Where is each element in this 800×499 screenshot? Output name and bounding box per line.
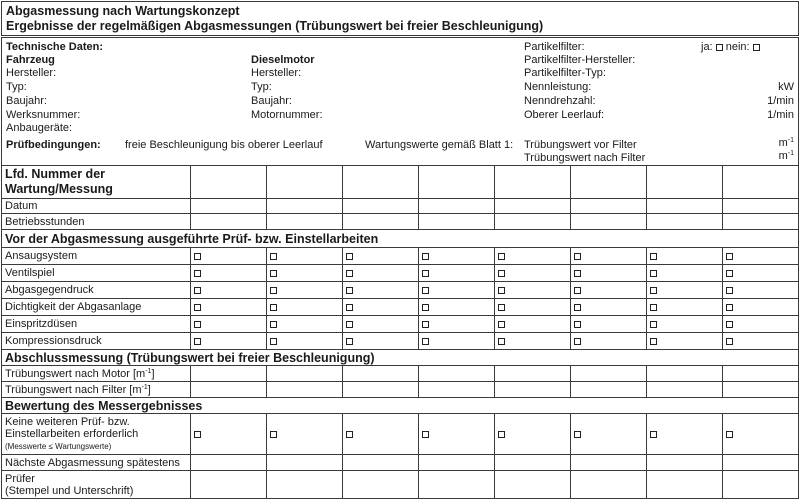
entry-cell[interactable]	[191, 455, 267, 471]
entry-cell[interactable]	[647, 282, 723, 299]
entry-cell[interactable]	[343, 471, 419, 499]
entry-cell[interactable]	[267, 282, 343, 299]
checkbox[interactable]	[422, 304, 429, 311]
technical-data-section	[1, 37, 799, 166]
entry-cell[interactable]	[571, 199, 647, 214]
entry-cell[interactable]	[267, 248, 343, 265]
operating-hours-row	[2, 214, 799, 230]
row-number-label: Lfd. Nummer der Wartung/Messung	[2, 166, 191, 199]
rated-speed-unit: 1/min	[767, 95, 794, 107]
entry-cell[interactable]	[343, 214, 419, 230]
next-measurement-label: Nächste Abgasmessung spätestens	[2, 455, 191, 471]
entry-cell[interactable]	[723, 248, 799, 265]
entry-cell[interactable]	[571, 316, 647, 333]
rated-speed-label[interactable]: Nenndrehzahl:	[524, 95, 596, 107]
checkbox[interactable]	[574, 338, 581, 345]
checkbox[interactable]	[498, 321, 505, 328]
entry-cell[interactable]	[495, 282, 571, 299]
entry-cell[interactable]	[495, 366, 571, 382]
checkbox[interactable]	[346, 338, 353, 345]
entry-cell[interactable]	[419, 382, 495, 398]
engine-type-label[interactable]: Typ:	[251, 81, 272, 93]
checkbox[interactable]	[346, 287, 353, 294]
checkbox[interactable]	[270, 321, 277, 328]
checkbox[interactable]	[270, 287, 277, 294]
entry-cell[interactable]	[723, 299, 799, 316]
checkbox[interactable]	[422, 253, 429, 260]
entry-cell[interactable]	[419, 316, 495, 333]
entry-cell[interactable]	[419, 333, 495, 350]
entry-cell[interactable]	[191, 414, 267, 455]
particle-filter-label: Partikelfilter:	[524, 41, 585, 53]
entry-cell[interactable]	[267, 366, 343, 382]
entry-cell[interactable]	[191, 166, 267, 199]
checkbox[interactable]	[194, 287, 201, 294]
page-title: Abgasmessung nach Wartungskonzept	[6, 4, 240, 18]
entry-cell[interactable]	[571, 299, 647, 316]
checkbox[interactable]	[726, 321, 733, 328]
entry-cell[interactable]	[419, 248, 495, 265]
rated-power-label[interactable]: Nennleistung:	[524, 81, 592, 93]
entry-cell[interactable]	[495, 166, 571, 199]
entry-cell[interactable]	[191, 299, 267, 316]
entry-cell[interactable]	[647, 214, 723, 230]
entry-cell[interactable]	[495, 214, 571, 230]
entry-cell[interactable]	[495, 248, 571, 265]
entry-cell[interactable]	[191, 214, 267, 230]
opacity-motor-label: Trübungswert nach Motor $[m^{-1}]$	[2, 366, 191, 382]
entry-cell[interactable]	[343, 299, 419, 316]
checkbox[interactable]	[726, 253, 733, 260]
checkbox[interactable]	[346, 253, 353, 260]
test-conditions-label: Prüfbedingungen:	[6, 139, 101, 151]
checkbox[interactable]	[498, 287, 505, 294]
entry-cell[interactable]	[191, 471, 267, 499]
entry-cell[interactable]	[495, 471, 571, 499]
entry-cell[interactable]	[191, 265, 267, 282]
entry-cell[interactable]	[495, 199, 571, 214]
checkbox[interactable]	[650, 253, 657, 260]
inspector-label: Prüfer (Stempel und Unterschrift)	[2, 471, 191, 499]
entry-cell[interactable]	[419, 299, 495, 316]
entry-cell[interactable]	[343, 382, 419, 398]
upper-idle-unit: 1/min	[767, 109, 794, 121]
checkbox[interactable]	[574, 431, 581, 438]
checks-section-heading: Vor der Abgasmessung ausgeführte Prüf- bzw. Einstellarbeiten	[2, 230, 799, 248]
checkbox[interactable]	[650, 287, 657, 294]
entry-cell[interactable]	[647, 316, 723, 333]
checkbox[interactable]	[270, 270, 277, 277]
entry-cell[interactable]	[571, 414, 647, 455]
entry-cell[interactable]	[267, 199, 343, 214]
no-further-work-row	[2, 414, 799, 455]
check-item-label: Ventilspiel	[2, 265, 191, 282]
entry-cell[interactable]	[267, 414, 343, 455]
checkbox[interactable]	[194, 270, 201, 277]
checkbox[interactable]	[422, 270, 429, 277]
checkbox[interactable]	[422, 431, 429, 438]
entry-cell[interactable]	[343, 333, 419, 350]
final-measurement-section	[2, 350, 799, 366]
technical-data-heading: Technische Daten:	[6, 41, 103, 53]
entry-cell[interactable]	[571, 265, 647, 282]
opacity-filter-label: Trübungswert nach Filter $[m^{-1}]$	[2, 382, 191, 398]
entry-cell[interactable]	[419, 199, 495, 214]
engine-year-label[interactable]: Baujahr:	[251, 95, 292, 107]
checkbox[interactable]	[270, 431, 277, 438]
entry-cell[interactable]	[419, 366, 495, 382]
checkbox[interactable]	[270, 253, 277, 260]
entry-cell[interactable]	[343, 265, 419, 282]
entry-cell[interactable]	[267, 265, 343, 282]
entry-cell[interactable]	[647, 382, 723, 398]
entry-cell[interactable]	[571, 166, 647, 199]
evaluation-section	[2, 398, 799, 414]
engine-heading: Dieselmotor	[251, 54, 315, 66]
entry-cell[interactable]	[267, 333, 343, 350]
upper-idle-label[interactable]: Oberer Leerlauf:	[524, 109, 605, 121]
no-further-work-label: Keine weiteren Prüf- bzw. Einstellarbeiten erforderlich (Messwerte ≤ Wartungswerte)	[2, 414, 191, 455]
entry-cell[interactable]	[571, 282, 647, 299]
entry-cell[interactable]	[723, 382, 799, 398]
check-row	[2, 282, 799, 299]
entry-cell[interactable]	[647, 471, 723, 499]
checkbox[interactable]	[650, 270, 657, 277]
checkbox[interactable]	[194, 321, 201, 328]
entry-cell[interactable]	[571, 382, 647, 398]
entry-cell[interactable]	[495, 333, 571, 350]
date-label: Datum	[2, 199, 191, 214]
particle-filter-choice	[701, 41, 760, 54]
entry-cell[interactable]	[647, 414, 723, 455]
next-measurement-row	[2, 455, 799, 471]
checkbox[interactable]	[498, 304, 505, 311]
checkbox[interactable]	[498, 338, 505, 345]
checkbox[interactable]	[726, 431, 733, 438]
checkbox[interactable]	[726, 304, 733, 311]
entry-cell[interactable]	[191, 199, 267, 214]
check-row	[2, 248, 799, 265]
yes-label: ja:	[701, 41, 713, 53]
page-subtitle: Ergebnisse der regelmäßigen Abgasmessungen (Trübungswert bei freier Beschleunigung)	[6, 19, 544, 33]
entry-cell[interactable]	[343, 166, 419, 199]
entry-cell[interactable]	[343, 366, 419, 382]
checkbox[interactable]	[270, 304, 277, 311]
check-row	[2, 265, 799, 282]
entry-cell[interactable]	[343, 316, 419, 333]
date-row	[2, 199, 799, 214]
entry-cell[interactable]	[191, 366, 267, 382]
no-label: nein:	[725, 41, 750, 53]
checkbox[interactable]	[574, 321, 581, 328]
entry-cell[interactable]	[571, 366, 647, 382]
entry-cell[interactable]	[723, 166, 799, 199]
entry-cell[interactable]	[723, 282, 799, 299]
row-number-row	[2, 166, 799, 199]
checkbox[interactable]	[650, 431, 657, 438]
entry-cell[interactable]	[571, 455, 647, 471]
entry-cell[interactable]	[343, 282, 419, 299]
entry-cell[interactable]	[647, 455, 723, 471]
checkbox[interactable]	[498, 431, 505, 438]
entry-cell[interactable]	[343, 414, 419, 455]
entry-cell[interactable]	[647, 166, 723, 199]
measurement-table	[1, 165, 799, 499]
check-item-label: Einspritzdüsen	[2, 316, 191, 333]
vehicle-heading: Fahrzeug	[6, 54, 55, 66]
entry-cell[interactable]	[571, 248, 647, 265]
entry-cell[interactable]	[343, 248, 419, 265]
entry-cell[interactable]	[495, 299, 571, 316]
entry-cell[interactable]	[723, 414, 799, 455]
entry-cell[interactable]	[495, 382, 571, 398]
entry-cell[interactable]	[723, 199, 799, 214]
entry-cell[interactable]	[419, 166, 495, 199]
entry-cell[interactable]	[419, 471, 495, 499]
entry-cell[interactable]	[343, 455, 419, 471]
engine-manufacturer-label[interactable]: Hersteller:	[251, 67, 302, 79]
checkbox[interactable]	[194, 338, 201, 345]
entry-cell[interactable]	[647, 333, 723, 350]
entry-cell[interactable]	[723, 316, 799, 333]
entry-cell[interactable]	[267, 471, 343, 499]
entry-cell[interactable]	[343, 199, 419, 214]
entry-cell[interactable]	[267, 316, 343, 333]
inspector-row	[2, 471, 799, 499]
vehicle-attachments-label[interactable]: Anbaugeräte:	[6, 122, 73, 134]
entry-cell[interactable]	[419, 265, 495, 282]
entry-cell[interactable]	[723, 333, 799, 350]
rated-power-unit: kW	[778, 81, 794, 93]
check-item-label: Abgasgegendruck	[2, 282, 191, 299]
evaluation-section-heading: Bewertung des Messergebnisses	[2, 398, 799, 414]
entry-cell[interactable]	[647, 265, 723, 282]
entry-cell[interactable]	[191, 333, 267, 350]
entry-cell[interactable]	[495, 316, 571, 333]
entry-cell[interactable]	[571, 214, 647, 230]
checkbox[interactable]	[650, 321, 657, 328]
entry-cell[interactable]	[495, 414, 571, 455]
entry-cell[interactable]	[495, 455, 571, 471]
filter-manufacturer-label[interactable]: Partikelfilter-Hersteller:	[524, 54, 636, 66]
checkbox[interactable]	[422, 338, 429, 345]
entry-cell[interactable]	[191, 248, 267, 265]
filter-type-label[interactable]: Partikelfilter-Typ:	[524, 67, 606, 79]
checkbox[interactable]	[346, 321, 353, 328]
entry-cell[interactable]	[419, 214, 495, 230]
entry-cell[interactable]	[419, 455, 495, 471]
entry-cell[interactable]	[647, 248, 723, 265]
entry-cell[interactable]	[647, 199, 723, 214]
entry-cell[interactable]	[495, 265, 571, 282]
entry-cell[interactable]	[723, 265, 799, 282]
checkbox[interactable]	[270, 338, 277, 345]
entry-cell[interactable]	[191, 316, 267, 333]
entry-cell[interactable]	[419, 414, 495, 455]
vehicle-year-label[interactable]: Baujahr:	[6, 95, 47, 107]
operating-hours-label: Betriebsstunden	[2, 214, 191, 230]
checkbox[interactable]	[498, 253, 505, 260]
checkbox[interactable]	[346, 304, 353, 311]
checkbox[interactable]	[422, 321, 429, 328]
entry-cell[interactable]	[723, 471, 799, 499]
header-box	[1, 1, 799, 36]
opacity-after-filter-label[interactable]: Trübungswert nach Filter	[524, 152, 646, 164]
checkbox[interactable]	[422, 287, 429, 294]
check-item-label: Ansaugsystem	[2, 248, 191, 265]
checkbox[interactable]	[574, 270, 581, 277]
check-item-label: Kompressionsdruck	[2, 333, 191, 350]
entry-cell[interactable]	[723, 214, 799, 230]
checkbox[interactable]	[346, 270, 353, 277]
entry-cell[interactable]	[267, 455, 343, 471]
maintenance-values-label: Wartungswerte gemäß Blatt 1:	[365, 139, 514, 151]
checkbox[interactable]	[498, 270, 505, 277]
entry-cell[interactable]	[647, 299, 723, 316]
check-row	[2, 316, 799, 333]
entry-cell[interactable]	[419, 282, 495, 299]
final-measurement-section-heading: Abschlussmessung (Trübungswert bei freier Beschleunigung)	[2, 350, 799, 366]
no-checkbox[interactable]	[753, 44, 760, 51]
check-item-label: Dichtigkeit der Abgasanlage	[2, 299, 191, 316]
checkbox[interactable]	[194, 304, 201, 311]
checkbox[interactable]	[726, 338, 733, 345]
opacity-after-filter-unit: $m^{-1}$	[778, 150, 794, 162]
entry-cell[interactable]	[267, 299, 343, 316]
checkbox[interactable]	[650, 338, 657, 345]
vehicle-manufacturer-label[interactable]: Hersteller:	[6, 67, 57, 79]
entry-cell[interactable]	[723, 455, 799, 471]
engine-number-label[interactable]: Motornummer:	[251, 109, 323, 121]
entry-cell[interactable]	[571, 333, 647, 350]
checkbox[interactable]	[574, 304, 581, 311]
entry-cell[interactable]	[723, 366, 799, 382]
vehicle-type-label[interactable]: Typ:	[6, 81, 27, 93]
entry-cell[interactable]	[191, 382, 267, 398]
checkbox[interactable]	[650, 304, 657, 311]
checkbox[interactable]	[346, 431, 353, 438]
test-conditions-value: freie Beschleunigung bis oberer Leerlauf	[125, 139, 323, 151]
check-row	[2, 333, 799, 350]
checkbox[interactable]	[726, 270, 733, 277]
checkbox[interactable]	[574, 253, 581, 260]
entry-cell[interactable]	[267, 382, 343, 398]
checkbox[interactable]	[726, 287, 733, 294]
opacity-filter-row	[2, 382, 799, 398]
entry-cell[interactable]	[647, 366, 723, 382]
entry-cell[interactable]	[571, 471, 647, 499]
entry-cell[interactable]	[267, 214, 343, 230]
entry-cell[interactable]	[191, 282, 267, 299]
opacity-before-filter-unit: $m^{-1}$	[778, 137, 794, 149]
checkbox[interactable]	[194, 431, 201, 438]
vehicle-serial-label[interactable]: Werksnummer:	[6, 109, 81, 121]
checks-section	[2, 230, 799, 248]
checkbox[interactable]	[194, 253, 201, 260]
checkbox[interactable]	[574, 287, 581, 294]
opacity-before-filter-label[interactable]: Trübungswert vor Filter	[524, 139, 637, 151]
opacity-motor-row	[2, 366, 799, 382]
check-row	[2, 299, 799, 316]
yes-checkbox[interactable]	[716, 44, 723, 51]
entry-cell[interactable]	[267, 166, 343, 199]
